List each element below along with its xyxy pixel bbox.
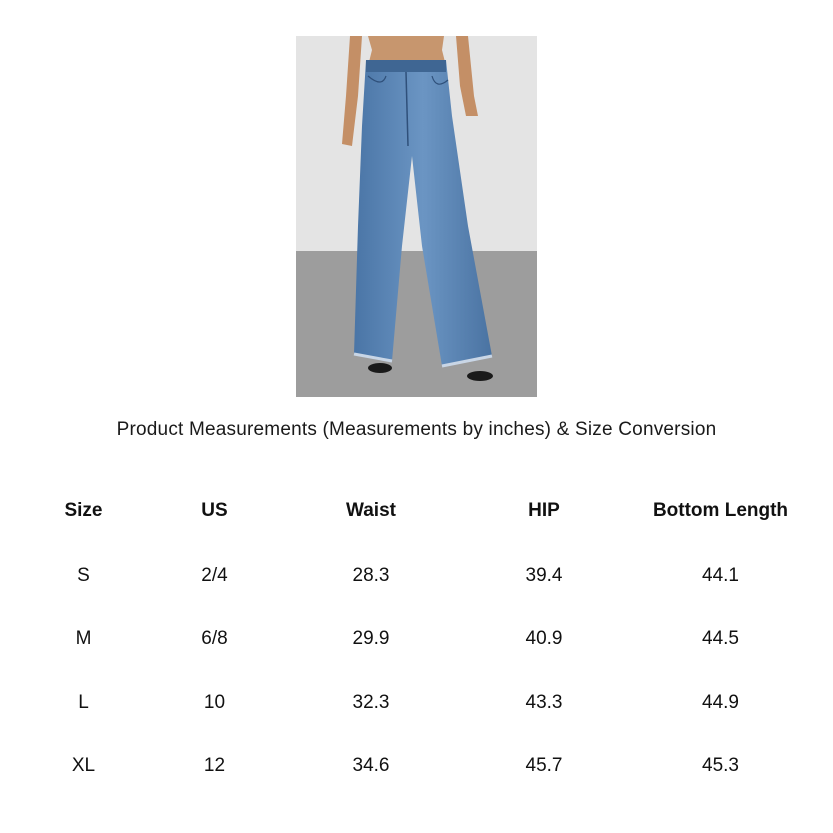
cell-size: M [75,628,92,650]
cell-us: 12 [203,755,226,777]
cell-bottom-length: 45.3 [702,755,739,777]
cell-bottom-length: 44.1 [702,564,739,586]
product-photo-wide-leg-jeans [296,36,537,397]
jeans-illustration [296,36,537,397]
left-shoe [368,363,392,373]
table-row [0,735,833,799]
cell-us: 10 [203,691,226,713]
header-hip: HIP [528,500,560,521]
cell-us: 6/8 [201,628,228,650]
size-chart-table [0,478,833,798]
table-row [0,608,833,672]
cell-hip: 45.7 [525,755,563,777]
floor-background [296,251,537,397]
table-header-row [0,478,833,544]
cell-waist: 29.9 [352,628,390,650]
cell-size: S [77,564,90,586]
header-waist: Waist [346,500,396,521]
cell-size: XL [71,755,96,777]
cell-waist: 34.6 [352,755,390,777]
cell-bottom-length: 44.9 [702,691,739,713]
cell-us: 2/4 [201,564,228,586]
table-row [0,544,833,608]
cell-bottom-length: 44.5 [702,628,739,650]
cell-waist: 28.3 [352,564,390,586]
waistband [366,60,446,72]
cell-waist: 32.3 [352,691,390,713]
header-bottom-length: Bottom Length [652,500,789,521]
cell-hip: 39.4 [525,564,563,586]
table-row [0,671,833,735]
cell-size: L [78,691,89,713]
cell-hip: 43.3 [525,691,563,713]
measurements-caption: Product Measurements (Measurements by inches) & Size Conversion [116,419,717,440]
right-shoe [467,371,493,381]
header-size: Size [64,500,103,521]
header-us: US [201,500,228,521]
cell-hip: 40.9 [525,628,563,650]
